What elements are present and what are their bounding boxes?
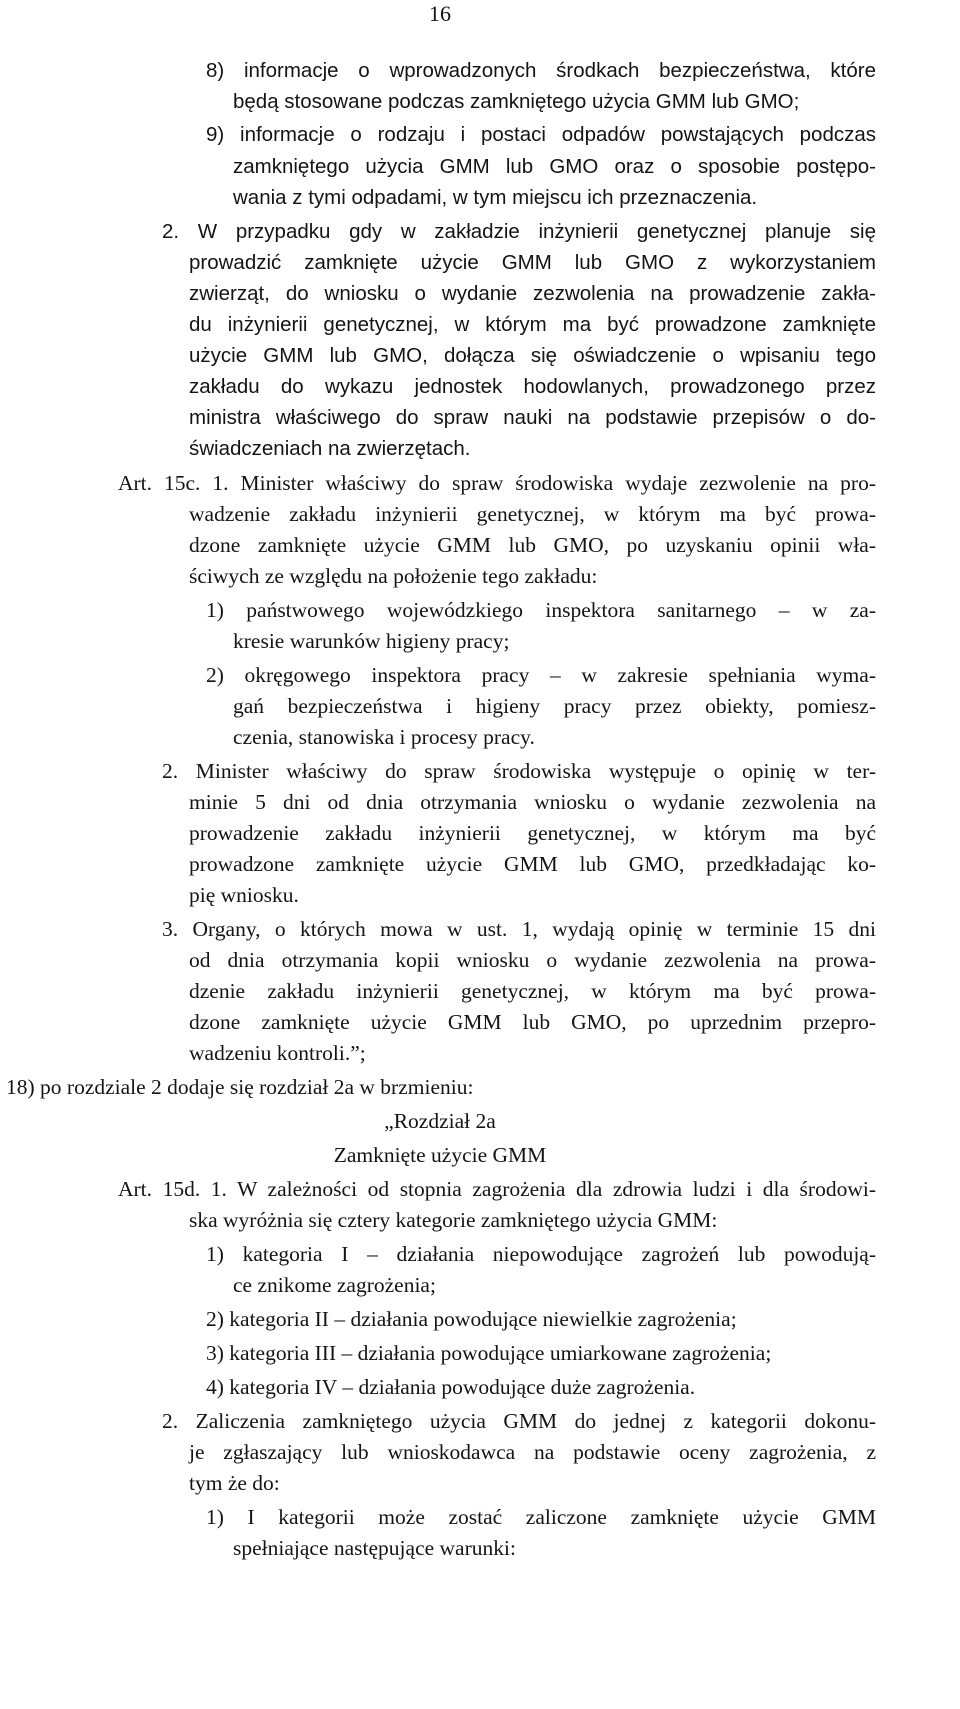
text-line: pię wniosku. [189, 883, 299, 907]
text-line: du inżynierii genetycznej, w którym ma być prowadzone zamknięte [189, 313, 876, 336]
text-line: 9) informacje o rodzaju i postaci odpadów powstających podczas [206, 123, 876, 146]
text-line: ministra właściwego do spraw nauki na podstawie przepisów o do- [189, 406, 876, 429]
text-line: 2) okręgowego inspektora pracy – w zakresie spełniania wyma- [206, 663, 876, 687]
text-line: dzone zamknięte użycie GMM lub GMO, po uzyskaniu opinii wła- [189, 533, 876, 557]
text-line: 3) kategoria III – działania powodujące umiarkowane zagrożenia; [206, 1341, 772, 1365]
text-line: 2. W przypadku gdy w zakładzie inżynierii genetycznej planuje się [162, 220, 876, 243]
text-line: od dnia otrzymania kopii wniosku o wydanie zezwolenia na prowa- [189, 948, 876, 972]
text-line: wania z tymi odpadami, w tym miejscu ich przeznaczenia. [233, 186, 758, 209]
text-line: zwierząt, do wniosku o wydanie zezwolenia na prowadzenie zakła- [189, 282, 876, 305]
text-line: użycie GMM lub GMO, dołącza się oświadczenie o wpisaniu tego [189, 344, 876, 367]
text-line: ce znikome zagrożenia; [233, 1273, 436, 1297]
text-line: 2. Zaliczenia zamkniętego użycia GMM do jednej z kategorii dokonu- [162, 1409, 876, 1433]
text-line: 8) informacje o wprowadzonych środkach bezpieczeństwa, które [206, 59, 876, 82]
text-line: je zgłaszający lub wnioskodawca na podstawie oceny zagrożenia, z [189, 1440, 876, 1464]
text-line: dzone zamknięte użycie GMM lub GMO, po uprzednim przepro- [189, 1010, 876, 1034]
text-line: zakładu do wykazu jednostek hodowlanych, prowadzonego przez [189, 375, 876, 398]
text-line: 1) I kategorii może zostać zaliczone zamknięte użycie GMM [206, 1505, 876, 1529]
text-line: 4) kategoria IV – działania powodujące duże zagrożenia. [206, 1375, 696, 1399]
text-line: zamkniętego użycia GMM lub GMO oraz o sposobie postępo- [233, 155, 876, 178]
text-line: 18) po rozdziale 2 dodaje się rozdział 2a w brzmieniu: [6, 1075, 474, 1099]
text-line: Art. 15d. 1. W zależności od stopnia zagrożenia dla zdrowia ludzi i dla środowi- [118, 1177, 876, 1201]
text-line: 3. Organy, o których mowa w ust. 1, wydają opinię w terminie 15 dni [162, 917, 876, 941]
text-line: ściwych ze względu na położenie tego zakładu: [189, 564, 598, 588]
text-line: czenia, stanowiska i procesy pracy. [233, 725, 535, 749]
text-line: prowadzenie zakładu inżynierii genetycznej, w którym ma być [189, 821, 876, 845]
text-line: świadczeniach na zwierzętach. [189, 437, 471, 460]
text-line: 1) państwowego wojewódzkiego inspektora sanitarnego – w za- [206, 598, 876, 622]
text-line: minie 5 dni od dnia otrzymania wniosku o wydanie zezwolenia na [189, 790, 876, 814]
text-line: 2) kategoria II – działania powodujące niewielkie zagrożenia; [206, 1307, 737, 1331]
text-line: wadzenie zakładu inżynierii genetycznej, w którym ma być prowa- [189, 502, 876, 526]
text-line: kresie warunków higieny pracy; [233, 629, 510, 653]
text-line: 1) kategoria I – działania niepowodujące zagrożeń lub powodują- [206, 1242, 876, 1266]
chapter-heading: „Rozdział 2a [384, 1109, 496, 1133]
chapter-title: Zamknięte użycie GMM [333, 1143, 547, 1167]
text-line: prowadzone zamknięte użycie GMM lub GMO, przedkładając ko- [189, 852, 876, 876]
text-line: wadzeniu kontroli.”; [189, 1041, 366, 1065]
text-line: spełniające następujące warunki: [233, 1536, 516, 1560]
text-line: prowadzić zamknięte użycie GMM lub GMO z wykorzystaniem [189, 251, 876, 274]
text-line: Art. 15c. 1. Minister właściwy do spraw środowiska wydaje zezwolenie na pro- [118, 471, 876, 495]
text-line: będą stosowane podczas zamkniętego użycia GMM lub GMO; [233, 90, 800, 113]
text-line: 2. Minister właściwy do spraw środowiska występuje o opinię w ter- [162, 759, 876, 783]
text-line: dzenie zakładu inżynierii genetycznej, w którym ma być prowa- [189, 979, 876, 1003]
text-line: gań bezpieczeństwa i higieny pracy przez obiekty, pomiesz- [233, 694, 876, 718]
text-line: tym że do: [189, 1471, 280, 1495]
page-number: 16 [429, 1, 451, 26]
text-line: ska wyróżnia się cztery kategorie zamkniętego użycia GMM: [189, 1208, 718, 1232]
